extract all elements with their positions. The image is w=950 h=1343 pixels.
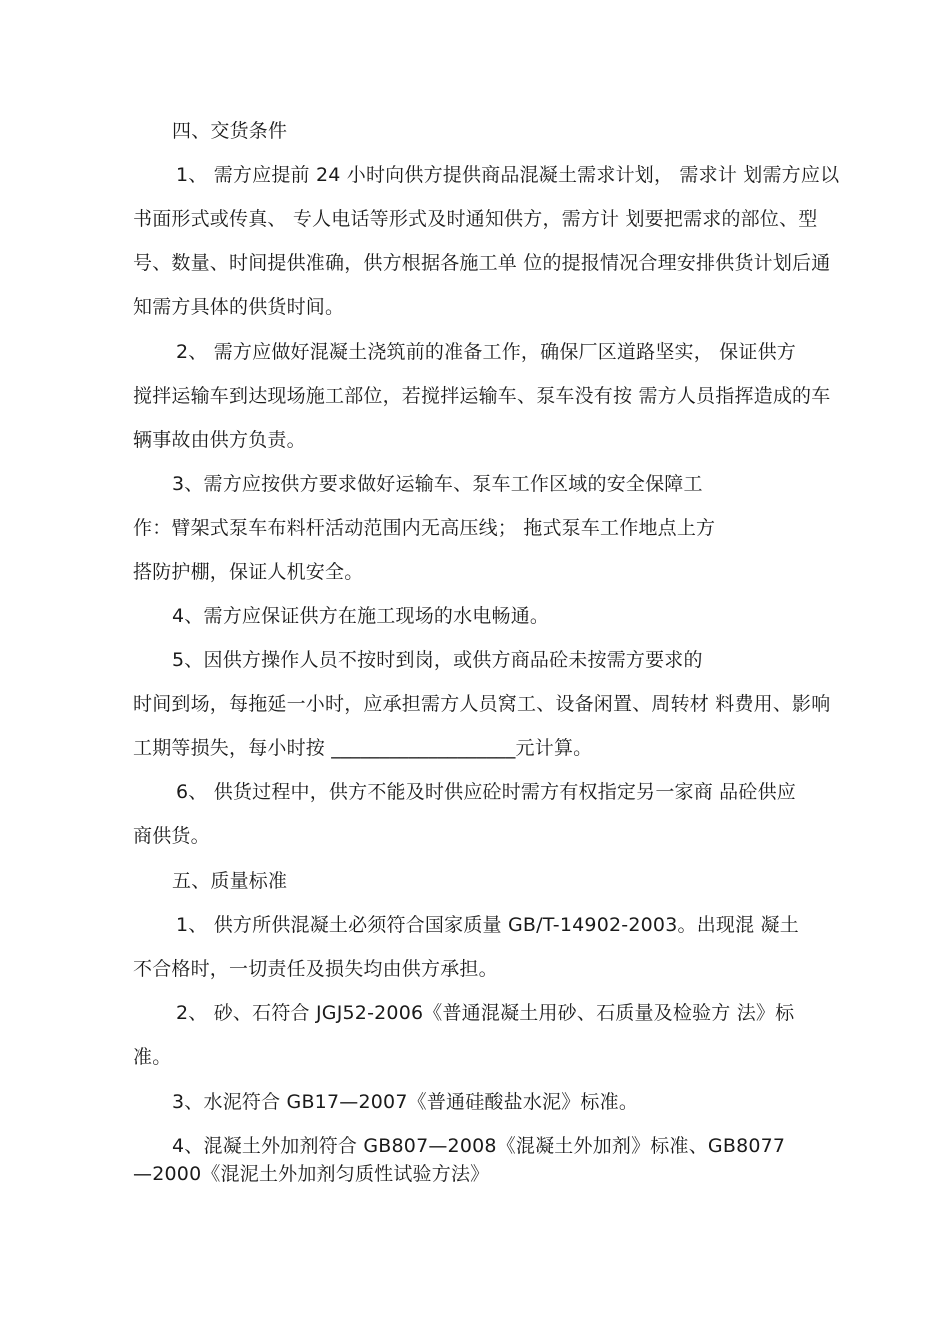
paragraph-line: 书面形式或传真、 专人电话等形式及时通知供方，需方计 划要把需求的部位、型: [133, 208, 818, 230]
paragraph-line: 2、 砂、石符合 JGJ52-2006《普通混凝土用砂、石质量及检验方 法》标: [176, 1002, 795, 1024]
paragraph-line: 3、需方应按供方要求做好运输车、泵车工作区域的安全保障工: [172, 473, 703, 495]
paragraph-line: 作：臂架式泵车布料杆活动范围内无高压线； 拖式泵车工作地点上方: [133, 517, 716, 539]
paragraph-line: 1、 供方所供混凝土必须符合国家质量 GB/T-14902-2003。出现混 凝土: [176, 914, 799, 936]
paragraph-line: 5、因供方操作人员不按时到岗，或供方商品砼未按需方要求的: [172, 649, 703, 671]
section-heading-delivery: 四、交货条件: [172, 120, 288, 142]
paragraph-line: 商供货。: [133, 825, 210, 847]
paragraph-line: 2、 需方应做好混凝土浇筑前的准备工作，确保厂区道路坚实， 保证供方: [176, 341, 796, 363]
section-heading-quality: 五、质量标准: [172, 870, 288, 892]
paragraph-line: 准。: [133, 1046, 172, 1068]
paragraph-line-with-blank: 工期等损失，每小时按 ___________________元计算。: [133, 737, 593, 759]
paragraph-line: 时间到场，每拖延一小时，应承担需方人员窝工、设备闲置、周转材 料费用、影响: [133, 693, 831, 715]
paragraph-line: 辆事故由供方负责。: [133, 429, 306, 451]
paragraph-line: 不合格时，一切责任及损失均由供方承担。: [133, 958, 498, 980]
paragraph-line: 1、 需方应提前 24 小时向供方提供商品混凝土需求计划， 需求计 划需方应以: [176, 164, 840, 186]
paragraph-line: 知需方具体的供货时间。: [133, 296, 345, 318]
paragraph-line: 3、水泥符合 GB17—2007《普通硅酸盐水泥》标准。: [172, 1091, 639, 1113]
paragraph-line: 号、数量、时间提供准确，供方根据各施工单 位的提报情况合理安排供货计划后通: [133, 252, 831, 274]
paragraph-line: 搭防护棚，保证人机安全。: [133, 561, 364, 583]
paragraph-line: 6、 供货过程中，供方不能及时供应砼时需方有权指定另一家商 品砼供应: [176, 781, 796, 803]
paragraph-line: 搅拌运输车到达现场施工部位，若搅拌运输车、泵车没有按 需方人员指挥造成的车: [133, 385, 831, 407]
paragraph-line: 4、混凝土外加剂符合 GB807—2008《混凝土外加剂》标准、GB8077: [172, 1135, 786, 1157]
paragraph-line: 4、需方应保证供方在施工现场的水电畅通。: [172, 605, 550, 627]
paragraph-line: —2000《混泥土外加剂匀质性试验方法》: [133, 1163, 490, 1185]
